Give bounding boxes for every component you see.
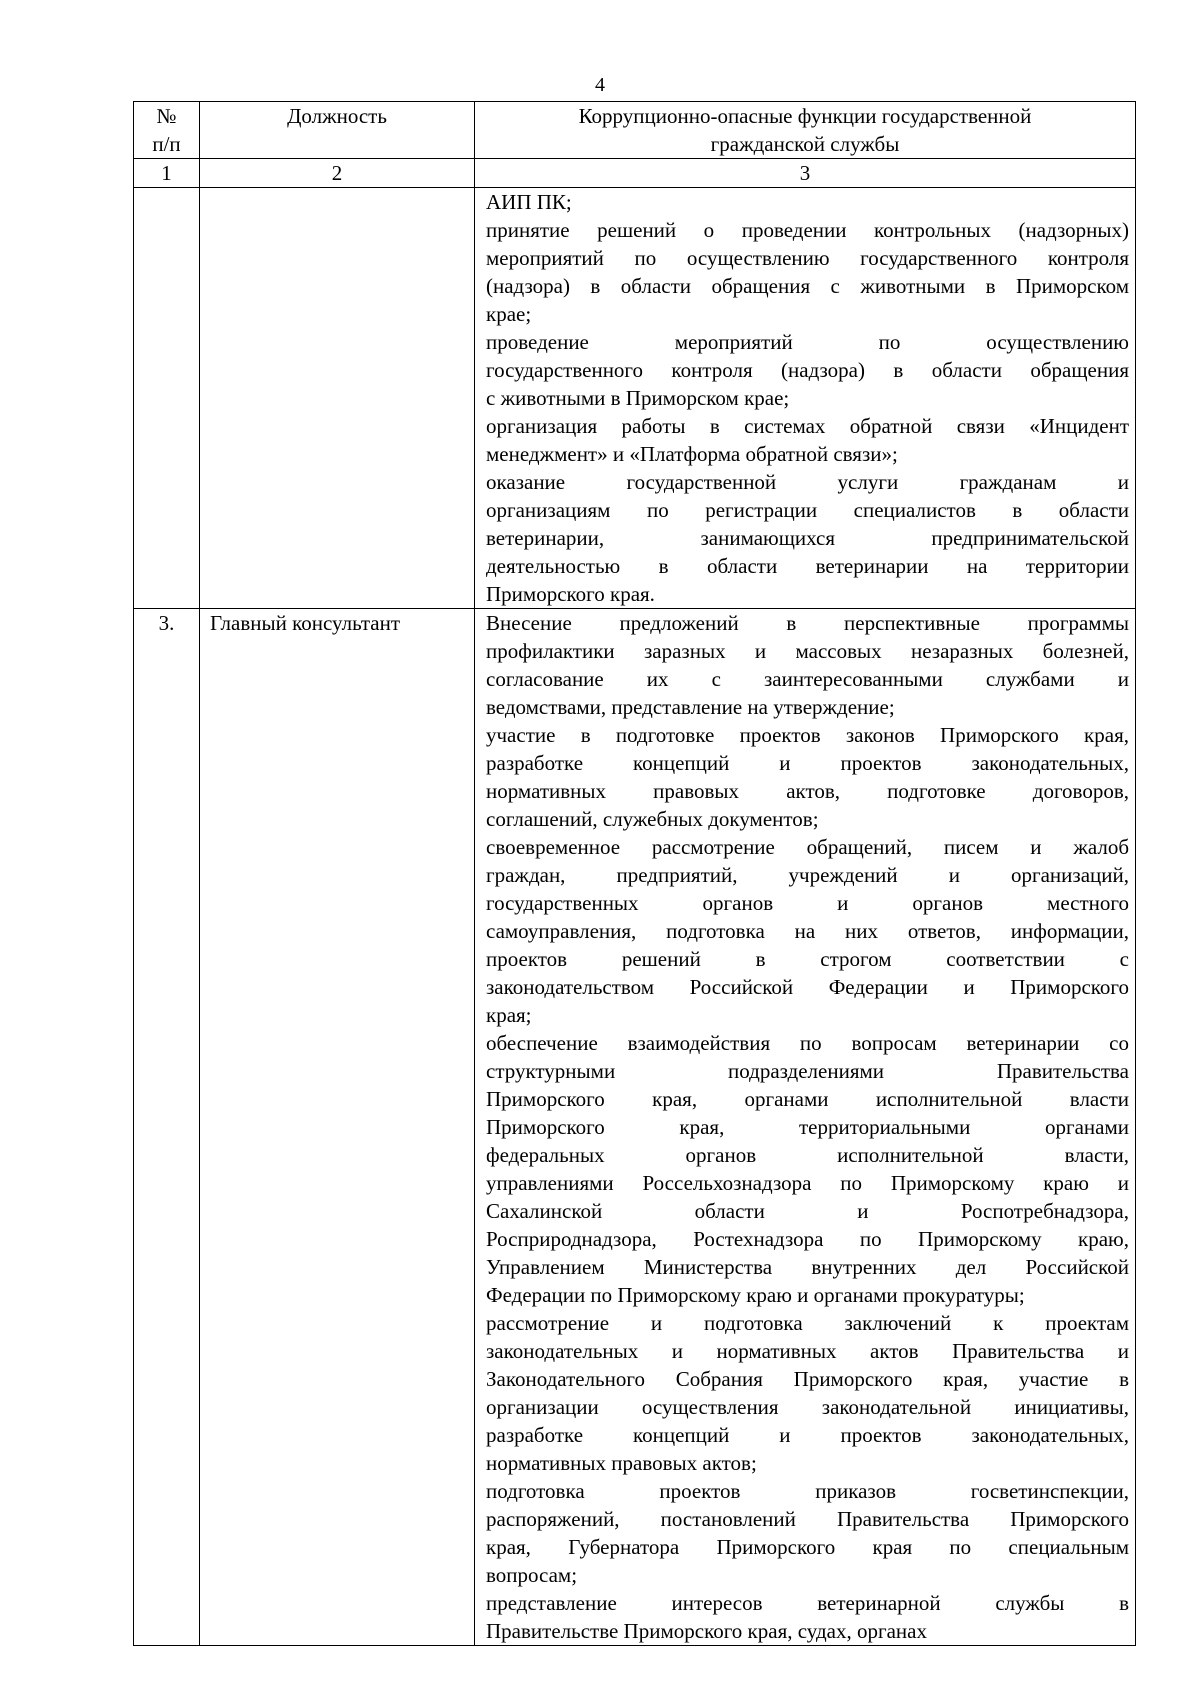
function-line: соглашений, служебных документов; [486,807,819,831]
column-number: 3 [475,159,1136,188]
function-line: Правительстве Приморского края, судах, органах [486,1619,927,1643]
corruption-functions-table [133,101,1136,1646]
function-line: мероприятий по осуществлению государственного контроля [486,246,1129,270]
function-line: Приморского края, органами исполнительной власти [486,1087,1129,1111]
function-line: края, Губернатора Приморского края по специальным [486,1535,1129,1559]
function-line: АИП ПК; [486,190,572,214]
function-paragraph [486,1589,1129,1645]
column-numbers-row [134,159,1136,188]
function-line: Управлением Министерства внутренних дел Российской [486,1255,1129,1279]
function-line: Внесение предложений в перспективные программы [486,611,1129,635]
function-paragraph [486,721,1129,833]
function-line: принятие решений о проведении контрольных (надзорных) [486,218,1129,242]
function-line: (надзора) в области обращения с животными в Приморском [486,274,1129,298]
function-line: управлениями Россельхознадзора по Приморскому краю и [486,1171,1129,1195]
function-line: нормативных правовых актов; [486,1451,757,1475]
function-line: профилактики заразных и массовых незаразных болезней, [486,639,1129,663]
function-line: Приморского края, территориальными органами [486,1115,1129,1139]
table-header-row [134,102,1136,159]
function-paragraph [486,1309,1129,1477]
function-line: нормативных правовых актов, подготовке договоров, [486,779,1129,803]
function-line: Законодательного Собрания Приморского края, участие в [486,1367,1129,1391]
function-line: ведомствами, представление на утверждение; [486,695,895,719]
function-paragraph [486,1477,1129,1589]
function-line: организациям по регистрации специалистов в области [486,498,1129,522]
function-line: обеспечение взаимодействия по вопросам ветеринарии со [486,1031,1129,1055]
function-line: деятельностью в области ветеринарии на территории [486,554,1129,578]
function-line: Росприроднадзора, Ростехнадзора по Приморскому краю, [486,1227,1129,1251]
function-line: крае; [486,302,532,326]
column-number: 1 [134,159,200,188]
function-paragraph [486,328,1129,412]
header-position: Должность [200,102,475,159]
function-line: проектов решений в строгом соответствии с [486,947,1129,971]
table-row [134,188,1136,609]
function-paragraph [486,609,1129,721]
function-line: ветеринарии, занимающихся предпринимательской [486,526,1129,550]
function-line: организации осуществления законодательной инициативы, [486,1395,1129,1419]
functions-cell [475,609,1136,1646]
function-line: представление интересов ветеринарной службы в [486,1591,1129,1615]
function-line: законодательных и нормативных актов Правительства и [486,1339,1129,1363]
function-line: рассмотрение и подготовка заключений к проектам [486,1311,1129,1335]
function-line: с животными в Приморском крае; [486,386,790,410]
function-paragraph [486,833,1129,1029]
row-number: 3. [134,609,200,1646]
function-line: разработке концепций и проектов законодательных, [486,751,1129,775]
function-paragraph [486,412,1129,468]
function-line: разработке концепций и проектов законодательных, [486,1423,1129,1447]
function-line: Федерации по Приморскому краю и органами прокуратуры; [486,1283,1025,1307]
function-paragraph [486,216,1129,328]
function-line: своевременное рассмотрение обращений, писем и жалоб [486,835,1129,859]
function-line: участие в подготовке проектов законов Приморского края, [486,723,1129,747]
row-number [134,188,200,609]
function-line: Сахалинской области и Роспотребнадзора, [486,1199,1129,1223]
function-line: менеджмент» и «Платформа обратной связи»; [486,442,898,466]
function-line: Приморского края. [486,582,655,606]
function-paragraph [486,188,1129,216]
function-line: граждан, предприятий, учреждений и организаций, [486,863,1129,887]
function-paragraph [486,1029,1129,1309]
function-line: подготовка проектов приказов госветинспекции, [486,1479,1129,1503]
position-cell [200,188,475,609]
function-line: оказание государственной услуги гражданам и [486,470,1129,494]
position-cell: Главный консультант [200,609,475,1646]
function-line: вопросам; [486,1563,578,1587]
function-line: распоряжений, постановлений Правительства Приморского [486,1507,1129,1531]
function-line: самоуправления, подготовка на них ответов, информации, [486,919,1129,943]
header-functions: Коррупционно-опасные функции государственной гражданской службы [475,102,1136,159]
function-line: федеральных органов исполнительной власти, [486,1143,1129,1167]
function-line: согласование их с заинтересованными службами и [486,667,1129,691]
functions-cell [475,188,1136,609]
header-number: № п/п [134,102,200,159]
function-line: края; [486,1003,532,1027]
function-line: проведение мероприятий по осуществлению [486,330,1129,354]
table-row [134,609,1136,1646]
function-line: государственных органов и органов местного [486,891,1129,915]
page-number: 4 [595,74,605,96]
function-line: структурными подразделениями Правительства [486,1059,1129,1083]
function-line: организация работы в системах обратной связи «Инцидент [486,414,1129,438]
function-paragraph [486,468,1129,608]
function-line: законодательством Российской Федерации и Приморского [486,975,1129,999]
function-line: государственного контроля (надзора) в области обращения [486,358,1129,382]
column-number: 2 [200,159,475,188]
